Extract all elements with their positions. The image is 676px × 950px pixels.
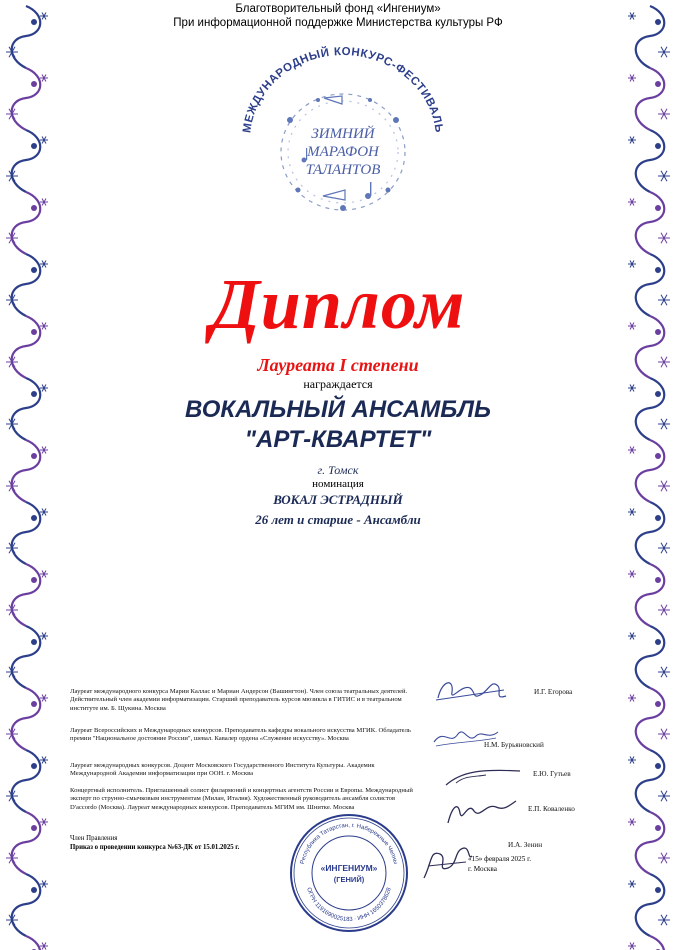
swirl-ornament <box>12 130 41 192</box>
snowflake-icon <box>40 571 48 578</box>
swirl-ornament <box>636 626 665 688</box>
snowflake-icon <box>40 137 48 144</box>
stamp-center-line-2: (ГЕНИЙ) <box>333 875 365 884</box>
recipient-name-line-1: ВОКАЛЬНЫЙ АНСАМБЛЬ <box>184 396 491 423</box>
swirl-ornament <box>636 936 665 950</box>
nomination-label: номинация <box>312 478 364 490</box>
swirl-dot <box>655 205 661 211</box>
swirl-ornament <box>636 564 665 626</box>
swirl-ornament <box>12 874 41 936</box>
snowflake-icon <box>628 943 636 950</box>
juror-1-name: И.Г. Егорова <box>534 688 573 696</box>
snowflake-icon <box>628 571 636 578</box>
swirl-ornament <box>636 750 665 812</box>
swirl-ornament <box>636 192 665 254</box>
snowflake-icon <box>658 667 670 677</box>
snowflake-icon <box>658 915 670 925</box>
swirl-ornament <box>636 874 665 936</box>
issue-place: г. Москва <box>468 864 497 873</box>
recipient-name-line-2: "АРТ-КВАРТЕТ" <box>244 426 432 453</box>
snowflake-icon <box>628 199 636 206</box>
snowflake-icon <box>658 233 670 243</box>
emblem-line-3: ТАЛАНТОВ <box>305 162 381 178</box>
emblem-ring-text: МЕЖДУНАРОДНЫЙ КОНКУРС-ФЕСТИВАЛЬ <box>241 45 445 134</box>
recipient-name <box>0 395 676 455</box>
swirl-ornament <box>636 688 665 750</box>
signature-1 <box>432 674 512 708</box>
swirl-ornament <box>12 812 41 874</box>
signature-3 <box>442 765 524 791</box>
chair-name: И.А. Зенин <box>508 841 543 849</box>
juror-1-description: Лауреат международного конкурса Марии Каллас и Мариан Андерсон (Вашингтон). Член союза театральных деятелей. Действительный член академии информатизации. Старший преподаватель курсов мюзикла в ГИТИС и в театральном институте им. Б. Щукина. Москва <box>70 688 408 712</box>
recipient-city: г. Томск <box>317 463 359 477</box>
header-support: При информационной поддержке Министерства культуры РФ <box>173 17 503 29</box>
swirl-dot <box>31 205 37 211</box>
order-reference: Приказ о проведении конкурса №63-ДК от 15.01.2025 г. <box>70 844 240 851</box>
snowflake-icon <box>658 109 670 119</box>
juror-3-name: Е.Ю. Гутьев <box>533 770 571 778</box>
emblem-line-1: ЗИМНИЙ <box>311 126 375 142</box>
swirl-dot <box>655 577 661 583</box>
juror-2-description: Лауреат Всероссийских и Международных конкурсов. Преподаватель кафедры вокального искусства МГИК. Обладатель премии "Национальное достояние России", шевал. Кавалер ордена «Служение искусству». Москва <box>70 727 411 743</box>
snowflake-icon <box>628 819 636 826</box>
juror-3-description: Лауреат международных конкурсов. Доцент Московского Государственного Института Культуры. Академик Международной Академии информатизации при ООН. г. Москва <box>70 762 375 778</box>
header <box>0 2 676 30</box>
snowflake-icon <box>40 757 48 764</box>
snowflake-icon <box>628 881 636 888</box>
snowflake-icon <box>658 729 670 739</box>
organization-stamp <box>288 812 410 934</box>
snowflake-icon <box>40 633 48 640</box>
board-member-label: Член Правления <box>70 835 118 842</box>
snowflake-icon <box>40 695 48 702</box>
juror-2-name: Н.М. Бурьяновский <box>484 741 544 749</box>
svg-text:ОГРН 1191690025183 · ИНН 16503 <box>305 886 393 923</box>
snowflake-icon <box>658 853 670 863</box>
swirl-dot <box>31 701 37 707</box>
swirl-ornament <box>636 130 665 192</box>
swirl-ornament <box>12 688 41 750</box>
laureate-degree: Лауреата I степени <box>257 355 419 375</box>
swirl-dot <box>31 577 37 583</box>
swirl-dot <box>655 81 661 87</box>
swirl-dot <box>31 763 37 769</box>
swirl-ornament <box>12 626 41 688</box>
swirl-dot <box>655 639 661 645</box>
stamp-center-line-1: «ИНГЕНИУМ» <box>320 863 378 873</box>
swirl-ornament <box>636 812 665 874</box>
age-category: 26 лет и старше - Ансамбли <box>255 512 421 527</box>
snowflake-icon <box>628 75 636 82</box>
swirl-dot <box>655 825 661 831</box>
snowflake-icon <box>628 633 636 640</box>
juror-4-name: Е.П. Коваленко <box>528 805 575 813</box>
swirl-ornament <box>12 750 41 812</box>
snowflake-icon <box>628 695 636 702</box>
header-foundation: Благотворительный фонд «Ингениум» <box>235 3 441 15</box>
swirl-dot <box>31 825 37 831</box>
swirl-ornament <box>12 192 41 254</box>
svg-text:МЕЖДУНАРОДНЫЙ КОНКУРС-ФЕСТИВАЛ <box>241 46 445 134</box>
snowflake-icon <box>40 819 48 826</box>
snowflake-icon <box>658 171 670 181</box>
swirl-ornament <box>12 68 41 130</box>
swirl-dot <box>655 763 661 769</box>
signature-4 <box>440 793 520 829</box>
stamp-ring-bottom: ОГРН 1191690025183 · ИНН 1650378628 <box>305 886 393 924</box>
swirl-dot <box>655 887 661 893</box>
swirl-dot <box>31 887 37 893</box>
snowflake-icon <box>628 757 636 764</box>
signature-2 <box>430 724 502 752</box>
diploma-title: Диплом <box>210 264 466 344</box>
snowflake-icon <box>658 47 670 57</box>
snowflake-icon <box>658 791 670 801</box>
snowflake-icon <box>40 943 48 950</box>
swirl-dot <box>655 143 661 149</box>
swirl-ornament <box>12 936 41 950</box>
swirl-dot <box>31 639 37 645</box>
juror-4-description: Концертный исполнитель. Приглашенный солист филармоний и концертных агентств России и Европы. Международный эксперт по струнно-смычковым инструментам (Милан, Италия). Художественный руководитель ансамбля солистов D'accordo (Москва). Лауреат международных конкурсов. Преподаватель МГИМ им. Шнитке. Москва <box>70 787 413 811</box>
snowflake-icon <box>628 137 636 144</box>
swirl-dot <box>31 143 37 149</box>
nomination: ВОКАЛ ЭСТРАДНЫЙ <box>273 492 403 507</box>
footer-right <box>468 855 578 874</box>
snowflake-icon <box>658 605 670 615</box>
swirl-ornament <box>636 68 665 130</box>
snowflake-icon <box>40 75 48 82</box>
emblem-line-2: МАРАФОН <box>307 144 379 160</box>
swirl-dot <box>655 701 661 707</box>
snowflake-icon <box>658 543 670 553</box>
snowflake-icon <box>40 881 48 888</box>
swirl-dot <box>31 81 37 87</box>
awarded-label: награждается <box>303 377 373 391</box>
snowflake-icon <box>40 199 48 206</box>
swirl-ornament <box>12 564 41 626</box>
stamp-ring-top: Республика Татарстан, г. Набережные Челны <box>299 822 399 865</box>
issue-date: «15» февраля 2025 г. <box>468 855 532 863</box>
festival-emblem <box>228 40 458 225</box>
